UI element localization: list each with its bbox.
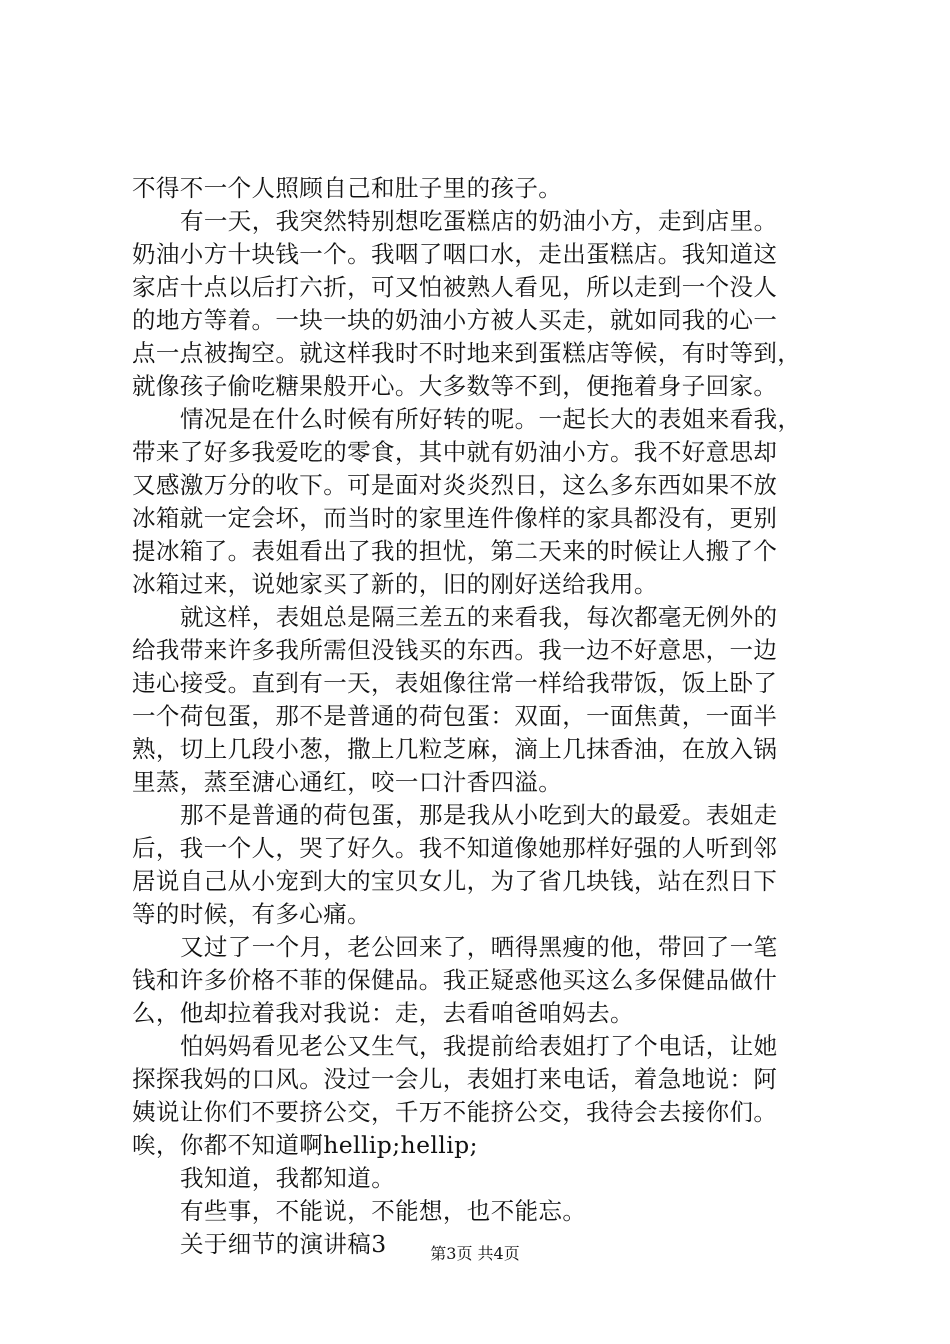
text-line: 提冰箱了。表姐看出了我的担忧，第二天来的时候让人搬了个: [132, 537, 778, 565]
text-line: 探探我妈的口风。没过一会儿，表姐打来电话，着急地说：阿: [132, 1065, 778, 1093]
text-line: 点一点被掏空。就这样我时不时地来到蛋糕店等候，有时等到，: [132, 339, 802, 367]
text-line: 居说自己从小宠到大的宝贝女儿，为了省几块钱，站在烈日下: [132, 867, 778, 895]
text-line: 就像孩子偷吃糖果般开心。大多数等不到，便拖着身子回家。: [132, 372, 778, 400]
text-line: 冰箱就一定会坏，而当时的家里连件像样的家具都没有，更别: [132, 504, 778, 532]
text-line: 我知道，我都知道。: [180, 1164, 396, 1192]
text-line: 钱和许多价格不菲的保健品。我正疑惑他买这么多保健品做什: [132, 966, 778, 994]
text-line: 有些事，不能说，不能想，也不能忘。: [180, 1197, 587, 1225]
text-line: 怕妈妈看见老公又生气，我提前给表姐打了个电话，让她: [180, 1032, 778, 1060]
text-line: 又感激万分的收下。可是面对炎炎烈日，这么多东西如果不放: [132, 471, 778, 499]
text-line: 就这样，表姐总是隔三差五的来看我，每次都毫无例外的: [180, 603, 778, 631]
text-line: 那不是普通的荷包蛋，那是我从小吃到大的最爱。表姐走: [180, 801, 778, 829]
text-line: 冰箱过来，说她家买了新的，旧的刚好送给我用。: [132, 570, 658, 598]
text-line: 给我带来许多我所需但没钱买的东西。我一边不好意思，一边: [132, 636, 778, 664]
text-line: 里蒸，蒸至溏心通红，咬一口汁香四溢。: [132, 768, 563, 796]
text-line: 后，我一个人，哭了好久。我不知道像她那样好强的人听到邻: [132, 834, 778, 862]
text-line: 家店十点以后打六折，可又怕被熟人看见，所以走到一个没人: [132, 273, 778, 301]
page-footer: 第3页 共4页: [430, 1244, 520, 1263]
text-line: 姨说让你们不要挤公交，千万不能挤公交，我待会去接你们。: [132, 1098, 778, 1126]
body-text: [132, 172, 832, 1261]
text-line: 关于细节的演讲稿3: [180, 1230, 387, 1258]
text-line: 的地方等着。一块一块的奶油小方被人买走，就如同我的心一: [132, 306, 778, 334]
text-line: 违心接受。直到有一天，表姐像往常一样给我带饭，饭上卧了: [132, 669, 778, 697]
text-line: 么，他却拉着我对我说：走，去看咱爸咱妈去。: [132, 999, 634, 1027]
text-line: 等的时候，有多心痛。: [132, 900, 371, 928]
text-line: 熟，切上几段小葱，撒上几粒芝麻，滴上几抹香油，在放入锅: [132, 735, 778, 763]
text-line: 有一天，我突然特别想吃蛋糕店的奶油小方，走到店里。: [180, 207, 778, 235]
text-line: 又过了一个月，老公回来了，晒得黑瘦的他，带回了一笔: [180, 933, 778, 961]
text-line: 带来了好多我爱吃的零食，其中就有奶油小方。我不好意思却: [132, 438, 778, 466]
text-line: 唉，你都不知道啊hellip;hellip;: [132, 1131, 478, 1159]
text-line: 情况是在什么时候有所好转的呢。一起长大的表姐来看我，: [180, 405, 802, 433]
text-line: 不得不一个人照顾自己和肚子里的孩子。: [132, 174, 563, 202]
text-line: 一个荷包蛋，那不是普通的荷包蛋：双面，一面焦黄，一面半: [132, 702, 778, 730]
text-line: 奶油小方十块钱一个。我咽了咽口水，走出蛋糕店。我知道这: [132, 240, 778, 268]
